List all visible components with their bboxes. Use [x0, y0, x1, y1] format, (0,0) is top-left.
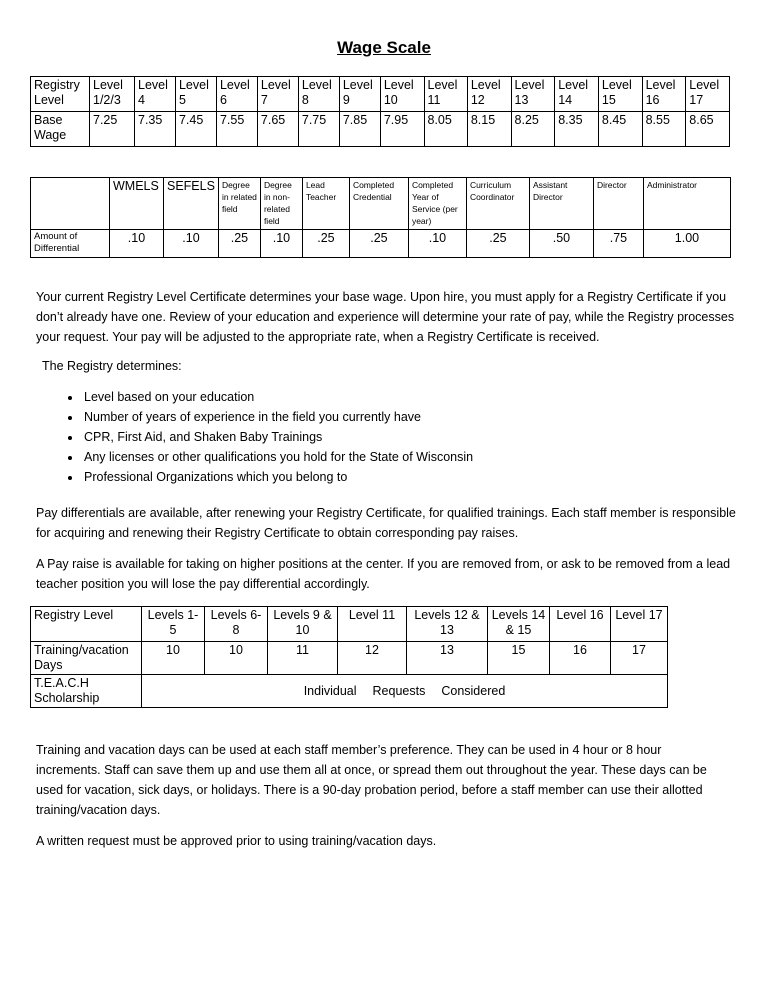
diff-value: .10 — [260, 230, 302, 258]
wage-cell: 8.55 — [642, 112, 686, 147]
level-range-cell: Level 11 — [338, 607, 407, 642]
level-range-cell: Levels 9 & 10 — [268, 607, 338, 642]
paragraph-base-wage: Your current Registry Level Certificate determines your base wage. Upon hire, you must apply for a Registry Certificate if you don’t already have one. Review of your education and experience will determine your rate of pay, while the Registry processes your request. Your pay will be adjusted to the appropriate rate, when a Registry Certificate is received. — [36, 290, 735, 344]
level-range-cell: Level 17 — [611, 607, 668, 642]
diff-header: Curriculum Coordinator — [466, 178, 529, 230]
level-cell: Level 16 — [642, 77, 686, 112]
registry-determines-heading: The Registry determines: — [42, 359, 182, 373]
registry-criteria-list — [40, 387, 473, 487]
level-range-cell: Levels 1-5 — [142, 607, 205, 642]
level-cell: Level 1/2/3 — [90, 77, 135, 112]
list-item: • Number of years of experience in the field you currently have — [82, 407, 473, 427]
diff-value: .10 — [164, 230, 219, 258]
diff-header: Completed Credential — [349, 178, 408, 230]
diff-header: Assistant Director — [529, 178, 593, 230]
days-header-row — [31, 607, 668, 642]
days-cell: 10 — [142, 642, 205, 675]
level-range-cell: Levels 6-8 — [205, 607, 268, 642]
diff-value: .50 — [529, 230, 593, 258]
differential-values-row — [31, 230, 731, 258]
level-cell: Level 10 — [380, 77, 424, 112]
training-vacation-days-label: Training/vacation Days — [31, 642, 142, 675]
page-title: Wage Scale — [337, 38, 431, 57]
paragraph-pay-raise: A Pay raise is available for taking on higher positions at the center. If you are removed from, or ask to be removed from a lead teacher position you will lose the pay differential accordingly. — [36, 557, 731, 591]
amount-of-differential-label: Amount of Differential — [31, 230, 110, 258]
days-cell: 10 — [205, 642, 268, 675]
level-cell: Level 5 — [175, 77, 216, 112]
level-cell: Level 12 — [467, 77, 511, 112]
wage-cell: 7.35 — [135, 112, 176, 147]
training-vacation-days-table — [30, 606, 668, 708]
teach-scholarship-label: T.E.A.C.H Scholarship — [31, 675, 142, 708]
days-cell: 16 — [550, 642, 611, 675]
wage-cell: 8.05 — [424, 112, 467, 147]
diff-header: Degree in non-related field — [260, 178, 302, 230]
wage-cell: 7.95 — [380, 112, 424, 147]
wage-cell: 8.25 — [511, 112, 555, 147]
diff-header: WMELS — [110, 178, 164, 230]
wage-table-row-levels — [31, 77, 730, 112]
differential-table — [30, 177, 731, 258]
level-cell: Level 14 — [555, 77, 599, 112]
paragraph-written-request: A written request must be approved prior to using training/vacation days. — [36, 834, 437, 848]
wage-cell: 7.25 — [90, 112, 135, 147]
days-cell: 11 — [268, 642, 338, 675]
diff-header: Degree in related field — [218, 178, 260, 230]
diff-header: Completed Year of Service (per year) — [408, 178, 466, 230]
diff-header: Director — [593, 178, 643, 230]
diff-value: .10 — [408, 230, 466, 258]
level-range-cell: Level 16 — [550, 607, 611, 642]
level-range-cell: Levels 14 & 15 — [488, 607, 550, 642]
wage-cell: 8.35 — [555, 112, 599, 147]
days-cell: 13 — [407, 642, 488, 675]
registry-level-label: Registry Level — [31, 607, 142, 642]
days-cell: 15 — [488, 642, 550, 675]
diff-header: Lead Teacher — [302, 178, 349, 230]
diff-header: Administrator — [643, 178, 730, 230]
wage-cell: 7.45 — [175, 112, 216, 147]
wage-cell: 7.85 — [339, 112, 380, 147]
level-cell: Level 9 — [339, 77, 380, 112]
teach-row — [31, 675, 668, 708]
wage-cell: 7.65 — [257, 112, 298, 147]
days-cell: 17 — [611, 642, 668, 675]
wage-cell: 7.75 — [298, 112, 339, 147]
differential-header-row — [31, 178, 731, 230]
diff-value: .10 — [110, 230, 164, 258]
wage-cell: 8.15 — [467, 112, 511, 147]
level-cell: Level 7 — [257, 77, 298, 112]
paragraph-pay-differentials: Pay differentials are available, after renewing your Registry Certificate, for qualified trainings. Each staff member is responsible for acquiring and renewing their Registry Certificate to obtain corresponding pay raises. — [36, 506, 736, 540]
list-item: • Professional Organizations which you belong to — [82, 467, 473, 487]
level-cell: Level 4 — [135, 77, 176, 112]
list-item: • CPR, First Aid, and Shaken Baby Trainings — [82, 427, 473, 447]
level-range-cell: Levels 12 & 13 — [407, 607, 488, 642]
level-cell: Level 17 — [686, 77, 730, 112]
diff-header: SEFELS — [164, 178, 219, 230]
teach-word: Requests — [372, 683, 426, 698]
wage-table-row-wages — [31, 112, 730, 147]
wage-cell: 8.65 — [686, 112, 730, 147]
days-cell: 12 — [338, 642, 407, 675]
wage-scale-table — [30, 76, 730, 147]
level-cell: Level 8 — [298, 77, 339, 112]
level-cell: Level 13 — [511, 77, 555, 112]
diff-value: .75 — [593, 230, 643, 258]
teach-word: Considered — [441, 683, 506, 698]
empty-corner-cell — [31, 178, 110, 230]
diff-value: .25 — [218, 230, 260, 258]
registry-level-label: Registry Level — [31, 77, 90, 112]
paragraph-vacation-usage: Training and vacation days can be used at each staff member’s preference. They can be used in 4 hour or 8 hour increments. Staff can save them up and use them all at once, or spread them out throughout the year. These days can be used for vacation, sick days, or holidays. There is a 90-day probation period, before a staff member can use their allotted training/vacation days. — [36, 743, 707, 817]
level-cell: Level 6 — [216, 77, 257, 112]
days-values-row — [31, 642, 668, 675]
teach-word: Individual — [303, 683, 357, 698]
teach-requests-cell — [142, 675, 668, 708]
wage-cell: 8.45 — [598, 112, 642, 147]
level-cell: Level 15 — [598, 77, 642, 112]
wage-cell: 7.55 — [216, 112, 257, 147]
diff-value: .25 — [466, 230, 529, 258]
diff-value: 1.00 — [643, 230, 730, 258]
diff-value: .25 — [302, 230, 349, 258]
list-item: • Any licenses or other qualifications you hold for the State of Wisconsin — [82, 447, 473, 467]
list-item: • Level based on your education — [82, 387, 473, 407]
level-cell: Level 11 — [424, 77, 467, 112]
base-wage-label: Base Wage — [31, 112, 90, 147]
diff-value: .25 — [349, 230, 408, 258]
